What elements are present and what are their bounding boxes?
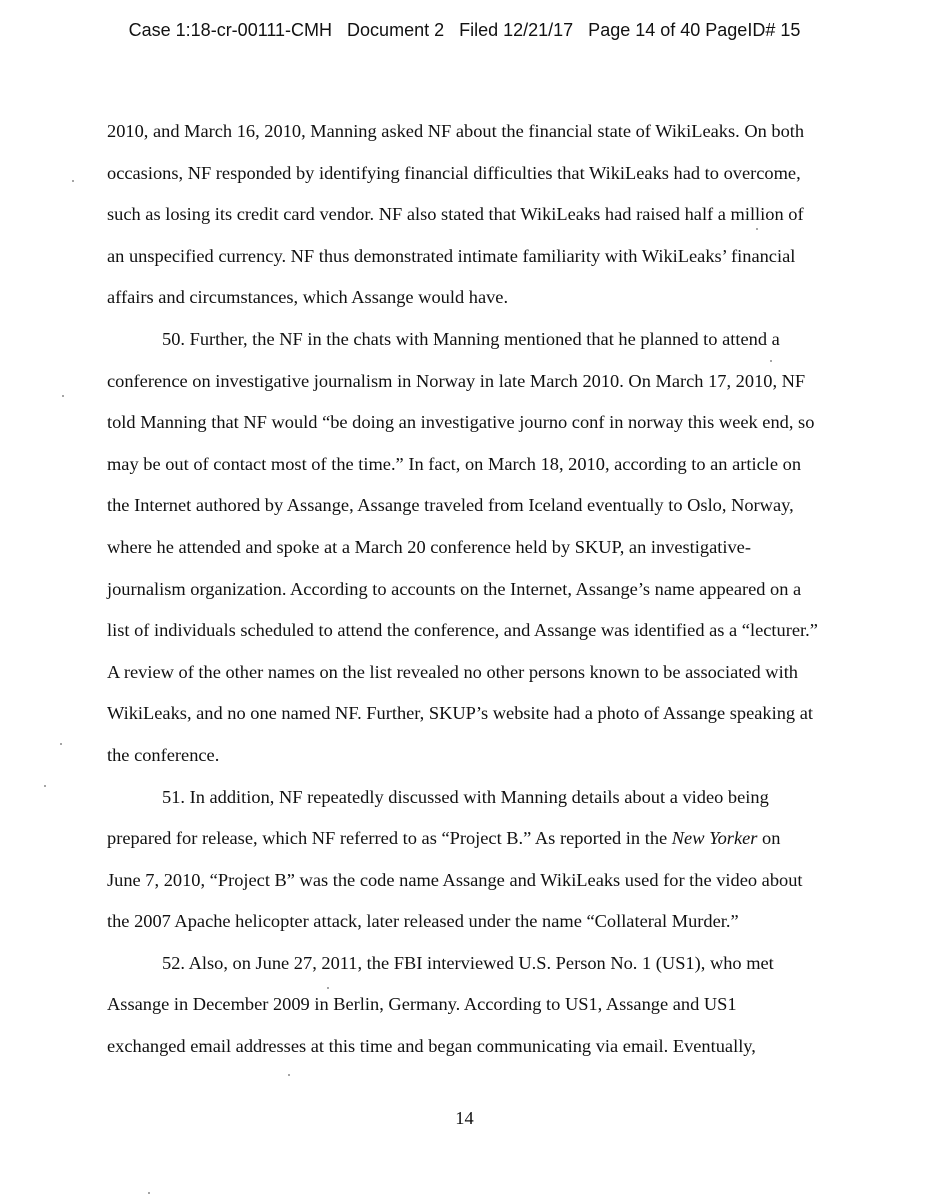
scan-speck: [756, 228, 758, 230]
scan-speck: [770, 360, 772, 362]
italic-publication-title: New Yorker: [671, 828, 758, 849]
text-line: Assange in December 2009 in Berlin, Germany. According to US1, Assange and US1: [107, 994, 737, 1015]
text-line: affairs and circumstances, which Assange would have.: [107, 287, 509, 308]
scan-speck: [44, 785, 46, 787]
text-line: an unspecified currency. NF thus demonstrated intimate familiarity with WikiLeaks’ financial: [107, 245, 796, 266]
document-body: [107, 111, 827, 1068]
text-line: occasions, NF responded by identifying financial difficulties that WikiLeaks had to overcome,: [107, 162, 801, 183]
text-segment: prepared for release, which NF referred to as “Project B.” As reported in the: [107, 828, 672, 849]
paragraph-52-start: 52. Also, on June 27, 2011, the FBI interviewed U.S. Person No. 1 (US1), who met: [162, 952, 774, 973]
text-line: A review of the other names on the list revealed no other persons known to be associated with: [107, 661, 798, 682]
scan-speck: [327, 987, 329, 989]
scan-speck: [62, 395, 64, 397]
text-line: conference on investigative journalism in Norway in late March 2010. On March 17, 2010, NF: [107, 370, 806, 391]
text-line: WikiLeaks, and no one named NF. Further, SKUP’s website had a photo of Assange speaking at: [107, 703, 813, 724]
scan-speck: [60, 743, 62, 745]
text-line-with-italic: [107, 818, 827, 860]
paragraph-50-start: 50. Further, the NF in the chats with Manning mentioned that he planned to attend a: [162, 328, 780, 349]
scan-speck: [288, 1074, 290, 1076]
scan-speck: [148, 1192, 150, 1194]
paragraph-51-start: 51. In addition, NF repeatedly discussed with Manning details about a video being: [162, 786, 769, 807]
case-header: Case 1:18-cr-00111-CMH Document 2 Filed 12/21/17 Page 14 of 40 PageID# 15: [128, 20, 801, 40]
text-line: may be out of contact most of the time.” In fact, on March 18, 2010, according to an article on: [107, 453, 802, 474]
text-line: exchanged email addresses at this time and began communicating via email. Eventually,: [107, 1036, 756, 1057]
page-number: 14: [455, 1108, 474, 1128]
text-line: journalism organization. According to accounts on the Internet, Assange’s name appeared on a: [107, 578, 802, 599]
text-segment: on: [757, 828, 781, 849]
text-line: list of individuals scheduled to attend the conference, and Assange was identified as a “lecturer.”: [107, 620, 818, 641]
text-line: 2010, and March 16, 2010, Manning asked NF about the financial state of WikiLeaks. On both: [107, 121, 805, 141]
scan-speck: [72, 180, 74, 182]
text-line: the 2007 Apache helicopter attack, later released under the name “Collateral Murder.”: [107, 911, 739, 932]
text-line: such as losing its credit card vendor. NF also stated that WikiLeaks had raised half a million of: [107, 204, 804, 225]
text-line: where he attended and spoke at a March 20 conference held by SKUP, an investigative-: [107, 536, 751, 557]
text-line: June 7, 2010, “Project B” was the code name Assange and WikiLeaks used for the video about: [107, 869, 803, 890]
text-line: the conference.: [107, 744, 220, 765]
text-line: told Manning that NF would “be doing an investigative journo conf in norway this week end, so: [107, 412, 815, 433]
text-line: the Internet authored by Assange, Assange traveled from Iceland eventually to Oslo, Norway,: [107, 495, 794, 516]
